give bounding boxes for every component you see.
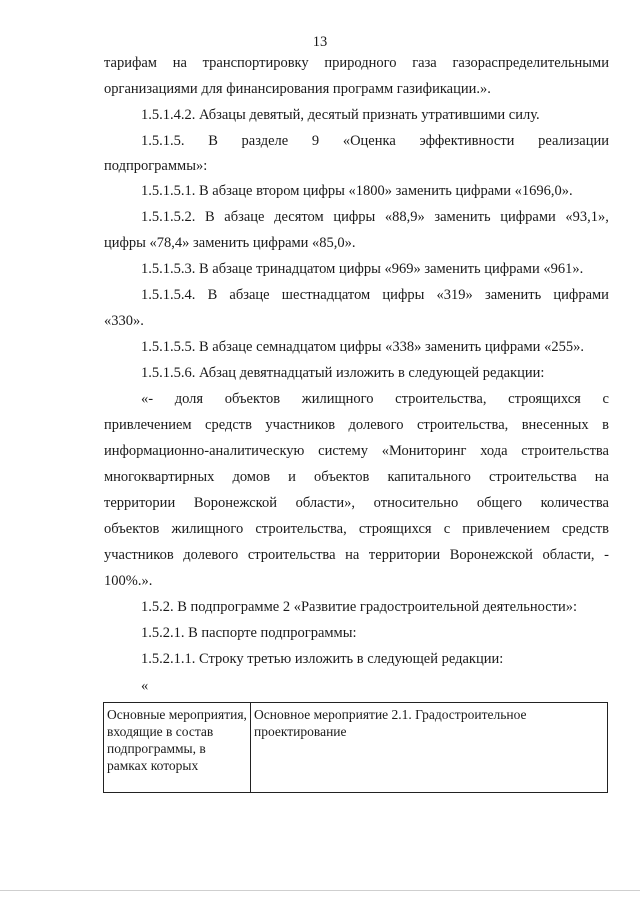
- paragraph-line: территории Воронежской области», относительно общего количества: [104, 495, 609, 511]
- paragraph-line: тарифам на транспортировку природного газа газораспределительными: [104, 55, 609, 71]
- paragraph-line: 1.5.1.5.3. В абзаце тринадцатом цифры «969» заменить цифрами «961».: [141, 261, 584, 277]
- opening-quote-mark: «: [141, 678, 149, 694]
- table-cell-value: [251, 703, 608, 793]
- paragraph-line: 1.5.1.5.6. Абзац девятнадцатый изложить в следующей редакции:: [141, 365, 545, 381]
- paragraph-line: организациями для финансирования программ газификации.».: [104, 81, 491, 97]
- paragraph-line: «330».: [104, 313, 144, 329]
- paragraph-line: 1.5.1.5. В разделе 9 «Оценка эффективности реализации: [141, 133, 609, 149]
- paragraph-line: 1.5.2. В подпрограмме 2 «Развитие градостроительной деятельности»:: [141, 599, 578, 615]
- paragraph-line: привлечением средств участников долевого строительства, внесенных в: [104, 417, 609, 433]
- paragraph-line: многоквартирных домов и объектов капитального строительства на: [104, 469, 609, 485]
- paragraph-line: «- доля объектов жилищного строительства, строящихся с: [141, 391, 609, 407]
- paragraph-line: 100%.».: [104, 573, 153, 589]
- paragraph-line: участников долевого строительства на территории Воронежской области, -: [104, 547, 609, 563]
- paragraph-line: информационно-аналитическую систему «Мониторинг хода строительства: [104, 443, 609, 459]
- paragraph-line: 1.5.2.1. В паспорте подпрограммы:: [141, 625, 357, 641]
- paragraph-line: 1.5.2.1.1. Строку третью изложить в следующей редакции:: [141, 651, 504, 667]
- table-cell-value-text: Основное мероприятие 2.1. Градостроительное проектирование: [254, 707, 527, 739]
- paragraph-line: объектов жилищного строительства, строящихся с привлечением средств: [104, 521, 609, 537]
- table-cell-label: Основные мероприятия, входящие в состав подпрограммы, в рамках которых: [104, 703, 251, 793]
- paragraph-line: 1.5.1.4.2. Абзацы девятый, десятый признать утратившими силу.: [141, 107, 540, 123]
- paragraph-line: 1.5.1.5.4. В абзаце шестнадцатом цифры «319» заменить цифрами: [141, 287, 609, 303]
- paragraph-line: 1.5.1.5.2. В абзаце десятом цифры «88,9» заменить цифрами «93,1»,: [141, 209, 609, 225]
- paragraph-line: цифры «78,4» заменить цифрами «85,0».: [104, 235, 356, 251]
- passport-row-table: [103, 702, 608, 793]
- page-bottom-rule: [0, 890, 640, 891]
- paragraph-line: 1.5.1.5.1. В абзаце втором цифры «1800» заменить цифрами «1696,0».: [141, 183, 573, 199]
- page-number: 13: [312, 34, 328, 50]
- paragraph-line: 1.5.1.5.5. В абзаце семнадцатом цифры «338» заменить цифрами «255».: [141, 339, 584, 355]
- table-row: [104, 703, 608, 793]
- paragraph-line: подпрограммы»:: [104, 158, 208, 174]
